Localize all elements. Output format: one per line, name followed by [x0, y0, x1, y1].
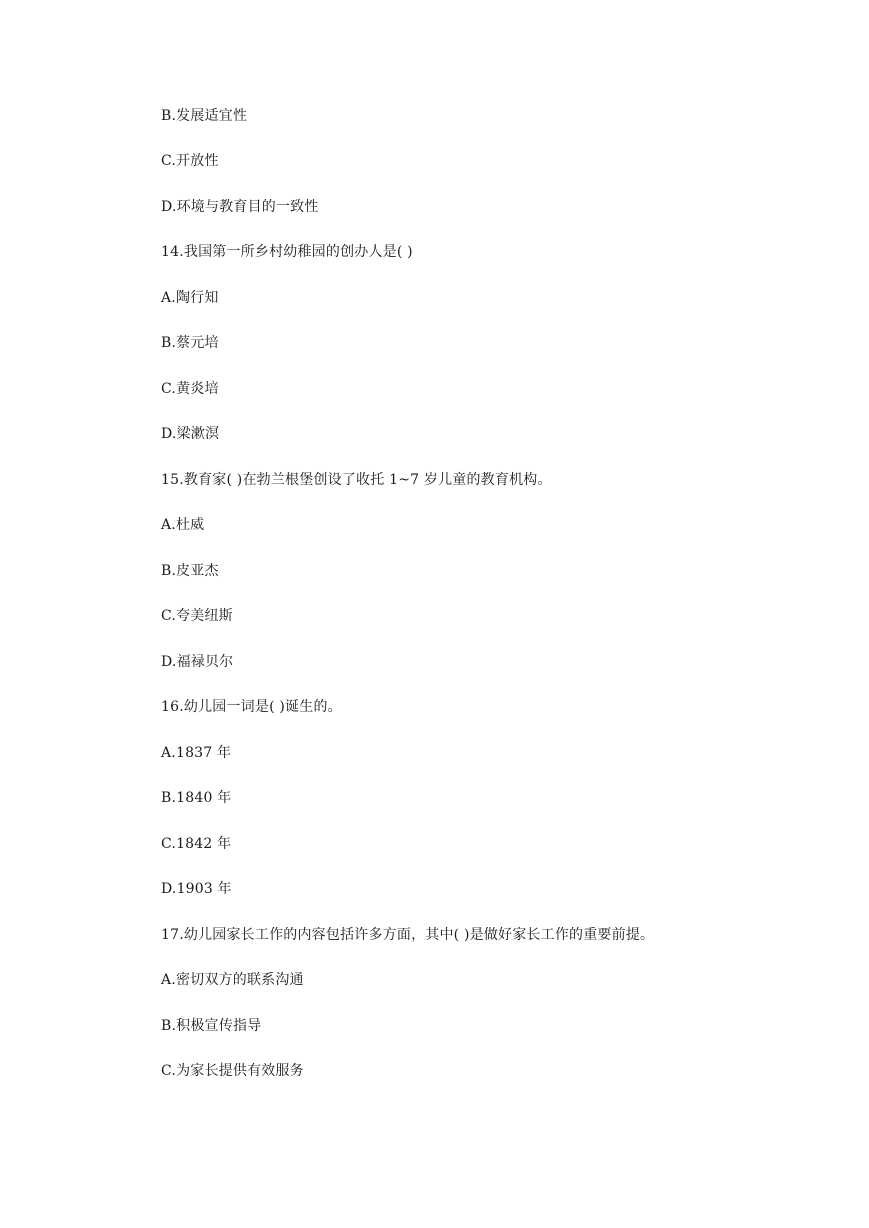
question-15: 15.教育家( )在勃兰根堡创设了收托 1~7 岁儿童的教育机构。: [161, 472, 552, 488]
option-a-q16: A.1837 年: [161, 745, 232, 761]
question-14: 14.我国第一所乡村幼稚园的创办人是( ): [161, 244, 413, 260]
option-c-q16: C.1842 年: [161, 836, 232, 852]
option-c-q17: C.为家长提供有效服务: [161, 1063, 304, 1079]
option-b-q13: B.发展适宜性: [161, 108, 248, 124]
option-b-q14: B.蔡元培: [161, 335, 219, 351]
option-d-q14: D.梁漱溟: [161, 426, 220, 442]
option-b-q17: B.积极宣传指导: [161, 1018, 262, 1034]
option-a-q17: A.密切双方的联系沟通: [161, 972, 304, 988]
question-16: 16.幼儿园一词是( )诞生的。: [161, 699, 342, 715]
option-c-q14: C.黄炎培: [161, 381, 219, 397]
option-d-q16: D.1903 年: [161, 881, 232, 897]
option-c-q15: C.夸美纽斯: [161, 608, 233, 624]
option-b-q15: B.皮亚杰: [161, 563, 219, 579]
option-d-q15: D.福禄贝尔: [161, 654, 234, 670]
option-a-q14: A.陶行知: [161, 290, 219, 306]
option-b-q16: B.1840 年: [161, 790, 232, 806]
option-c-q13: C.开放性: [161, 153, 219, 169]
question-17: 17.幼儿园家长工作的内容包括许多方面，其中( )是做好家长工作的重要前提。: [161, 927, 655, 943]
option-a-q15: A.杜威: [161, 517, 205, 533]
option-d-q13: D.环境与教育目的一致性: [161, 199, 319, 215]
